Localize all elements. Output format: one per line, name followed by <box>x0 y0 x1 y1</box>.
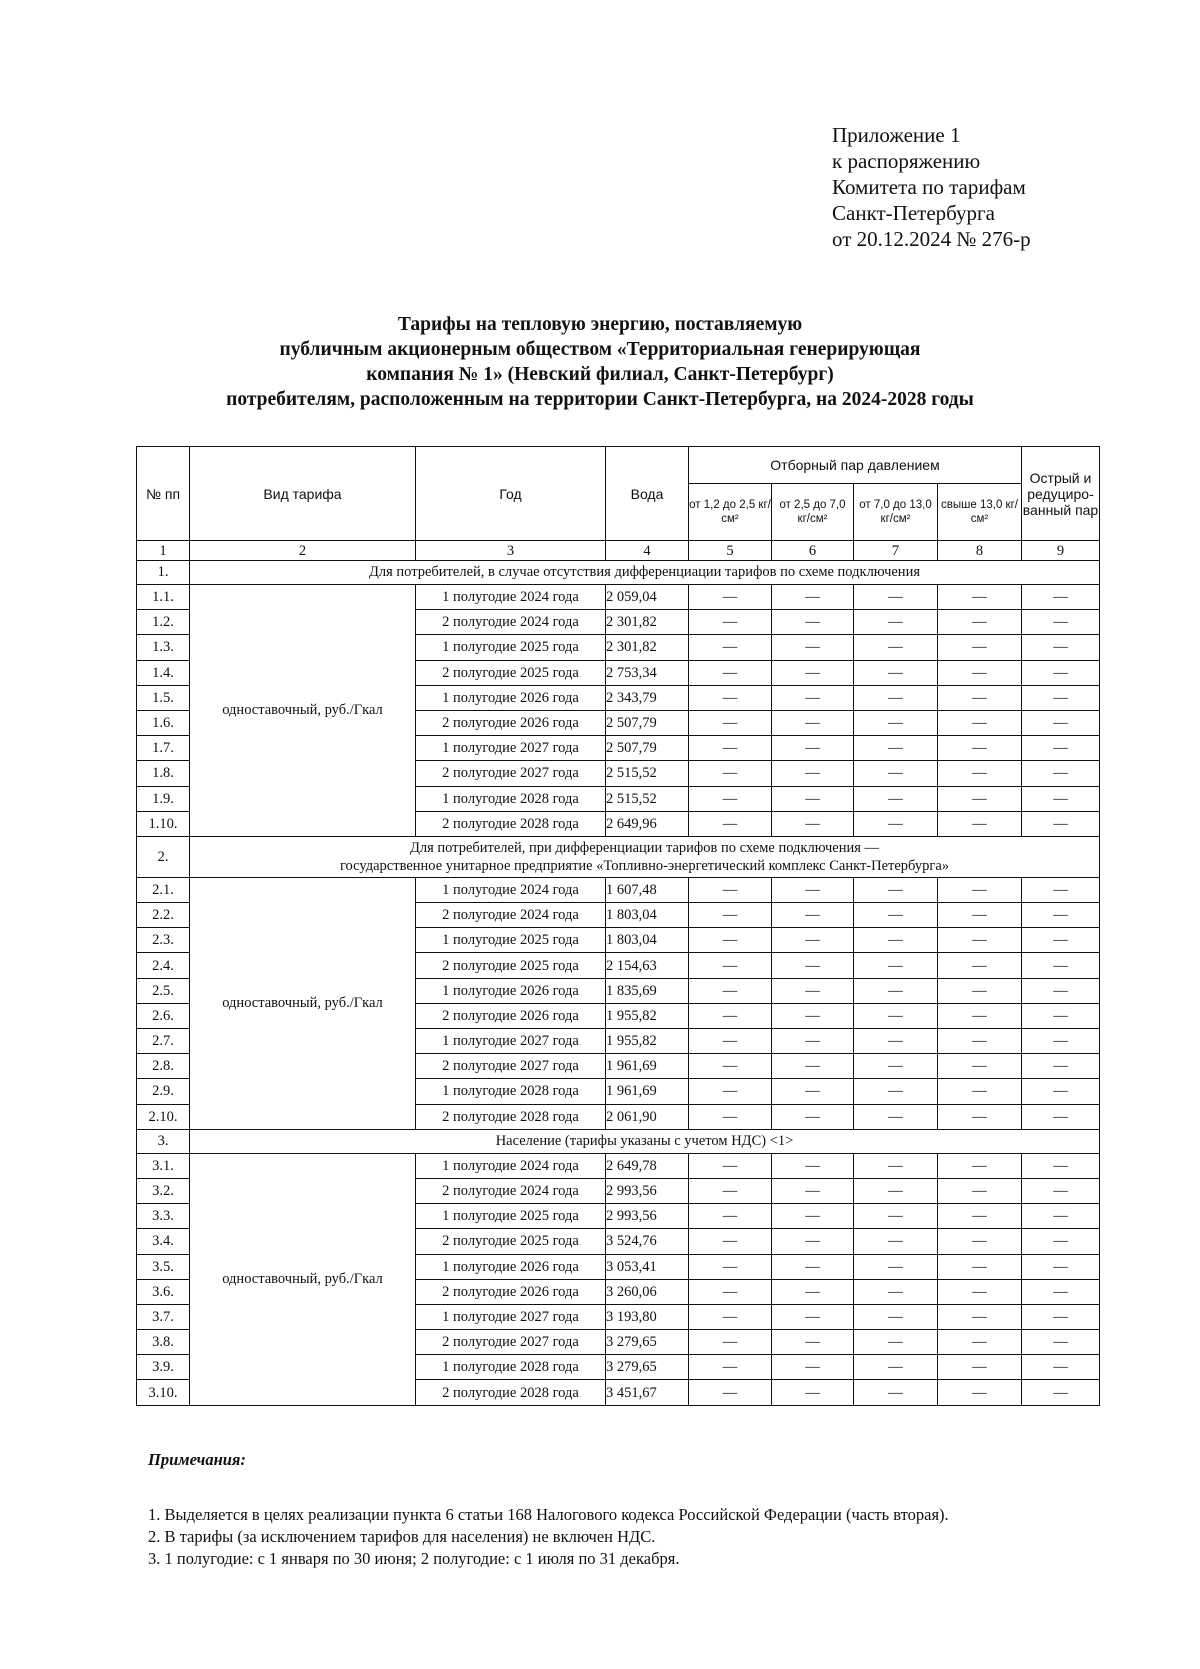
empty-dash: — <box>689 1153 772 1178</box>
empty-dash: — <box>689 953 772 978</box>
empty-dash: — <box>1022 1355 1100 1380</box>
empty-dash: — <box>938 978 1022 1003</box>
water-tariff: 2 154,63 <box>606 953 689 978</box>
row-number: 1.10. <box>137 811 190 836</box>
period: 1 полугодие 2025 года <box>416 1204 606 1229</box>
water-tariff: 3 279,65 <box>606 1330 689 1355</box>
empty-dash: — <box>689 928 772 953</box>
empty-dash: — <box>1022 761 1100 786</box>
empty-dash: — <box>854 978 938 1003</box>
water-tariff: 2 515,52 <box>606 786 689 811</box>
empty-dash: — <box>772 1178 854 1203</box>
empty-dash: — <box>689 1330 772 1355</box>
tariff-kind: одноставочный, руб./Гкал <box>190 877 416 1129</box>
section-title <box>190 561 1100 585</box>
empty-dash: — <box>772 1104 854 1129</box>
empty-dash: — <box>854 1029 938 1054</box>
empty-dash: — <box>772 928 854 953</box>
row-number: 1.3. <box>137 635 190 660</box>
row-number: 2.4. <box>137 953 190 978</box>
empty-dash: — <box>1022 1304 1100 1329</box>
water-tariff: 1 803,04 <box>606 903 689 928</box>
row-number: 2.2. <box>137 903 190 928</box>
empty-dash: — <box>689 786 772 811</box>
empty-dash: — <box>938 1304 1022 1329</box>
empty-dash: — <box>1022 1003 1100 1028</box>
section-title <box>190 1129 1100 1153</box>
row-number: 2.3. <box>137 928 190 953</box>
row-number: 1.6. <box>137 710 190 735</box>
column-number: 1 <box>137 541 190 561</box>
empty-dash: — <box>854 1178 938 1203</box>
period: 2 полугодие 2026 года <box>416 710 606 735</box>
row-number: 2.6. <box>137 1003 190 1028</box>
table-body <box>137 541 1100 1406</box>
empty-dash: — <box>938 635 1022 660</box>
empty-dash: — <box>854 1153 938 1178</box>
empty-dash: — <box>938 1279 1022 1304</box>
header-pressure-2: от 2,5 до 7,0 кг/см² <box>772 484 854 541</box>
empty-dash: — <box>772 1054 854 1079</box>
empty-dash: — <box>938 1029 1022 1054</box>
empty-dash: — <box>772 610 854 635</box>
empty-dash: — <box>772 1079 854 1104</box>
empty-dash: — <box>1022 1204 1100 1229</box>
appendix-line: Приложение 1 <box>832 123 961 147</box>
water-tariff: 1 803,04 <box>606 928 689 953</box>
empty-dash: — <box>854 1104 938 1129</box>
row-number: 2.10. <box>137 1104 190 1129</box>
empty-dash: — <box>689 635 772 660</box>
empty-dash: — <box>689 660 772 685</box>
empty-dash: — <box>689 1355 772 1380</box>
empty-dash: — <box>1022 877 1100 902</box>
empty-dash: — <box>1022 660 1100 685</box>
header-pressure-3: от 7,0 до 13,0 кг/см² <box>854 484 938 541</box>
empty-dash: — <box>1022 1029 1100 1054</box>
empty-dash: — <box>689 1079 772 1104</box>
period: 2 полугодие 2024 года <box>416 610 606 635</box>
period: 2 полугодие 2027 года <box>416 1054 606 1079</box>
title-line: публичным акционерным обществом «Территориальная генерирующая <box>279 339 921 360</box>
column-number: 7 <box>854 541 938 561</box>
empty-dash: — <box>772 635 854 660</box>
empty-dash: — <box>689 1380 772 1405</box>
empty-dash: — <box>1022 811 1100 836</box>
header-sharp-steam: Острый и редуциро-ванный пар <box>1022 447 1100 541</box>
header-pressure-1: от 1,2 до 2,5 кг/см² <box>689 484 772 541</box>
section-number: 2. <box>137 836 190 877</box>
empty-dash: — <box>1022 928 1100 953</box>
water-tariff: 2 343,79 <box>606 685 689 710</box>
water-tariff: 1 961,69 <box>606 1054 689 1079</box>
empty-dash: — <box>689 811 772 836</box>
row-number: 1.2. <box>137 610 190 635</box>
empty-dash: — <box>1022 635 1100 660</box>
water-tariff: 3 524,76 <box>606 1229 689 1254</box>
column-number: 9 <box>1022 541 1100 561</box>
row-number: 1.5. <box>137 685 190 710</box>
period: 1 полугодие 2026 года <box>416 1254 606 1279</box>
tariff-kind: одноставочный, руб./Гкал <box>190 1153 416 1405</box>
row-number: 1.1. <box>137 585 190 610</box>
water-tariff: 2 515,52 <box>606 761 689 786</box>
empty-dash: — <box>1022 736 1100 761</box>
empty-dash: — <box>938 761 1022 786</box>
empty-dash: — <box>1022 1178 1100 1203</box>
empty-dash: — <box>854 1330 938 1355</box>
section-number: 1. <box>137 561 190 585</box>
row-number: 3.5. <box>137 1254 190 1279</box>
row-number: 3.9. <box>137 1355 190 1380</box>
tariff-kind: одноставочный, руб./Гкал <box>190 585 416 837</box>
row-number: 3.8. <box>137 1330 190 1355</box>
header-kind: Вид тарифа <box>190 447 416 541</box>
empty-dash: — <box>938 1254 1022 1279</box>
empty-dash: — <box>938 877 1022 902</box>
empty-dash: — <box>938 710 1022 735</box>
empty-dash: — <box>689 610 772 635</box>
empty-dash: — <box>689 585 772 610</box>
table-row <box>137 585 1100 610</box>
period: 2 полугодие 2025 года <box>416 953 606 978</box>
row-number: 2.8. <box>137 1054 190 1079</box>
header-water: Вода <box>606 447 689 541</box>
row-number: 2.1. <box>137 877 190 902</box>
note-item: 1. Выделяется в целях реализации пункта 6 статьи 168 Налогового кодекса Российской Федерации (часть вторая). <box>148 1505 949 1524</box>
table-row <box>137 1153 1100 1178</box>
row-number: 2.7. <box>137 1029 190 1054</box>
water-tariff: 2 507,79 <box>606 710 689 735</box>
empty-dash: — <box>938 1003 1022 1028</box>
empty-dash: — <box>854 710 938 735</box>
empty-dash: — <box>938 1330 1022 1355</box>
title-line: потребителям, расположенным на территории Санкт-Петербурга, на 2024-2028 годы <box>226 389 974 410</box>
column-number: 3 <box>416 541 606 561</box>
water-tariff: 1 955,82 <box>606 1029 689 1054</box>
row-number: 3.4. <box>137 1229 190 1254</box>
empty-dash: — <box>1022 953 1100 978</box>
empty-dash: — <box>772 660 854 685</box>
empty-dash: — <box>1022 1380 1100 1405</box>
period: 1 полугодие 2028 года <box>416 1079 606 1104</box>
appendix-line: Комитета по тарифам <box>832 175 1026 199</box>
empty-dash: — <box>689 1204 772 1229</box>
empty-dash: — <box>689 1029 772 1054</box>
empty-dash: — <box>1022 1279 1100 1304</box>
empty-dash: — <box>854 786 938 811</box>
empty-dash: — <box>1022 710 1100 735</box>
empty-dash: — <box>772 1029 854 1054</box>
column-number: 8 <box>938 541 1022 561</box>
period: 1 полугодие 2027 года <box>416 736 606 761</box>
empty-dash: — <box>854 1204 938 1229</box>
note-item: 3. 1 полугодие: с 1 января по 30 июня; 2 полугодие: с 1 июля по 31 декабря. <box>148 1549 680 1568</box>
empty-dash: — <box>1022 786 1100 811</box>
period: 1 полугодие 2027 года <box>416 1304 606 1329</box>
empty-dash: — <box>854 877 938 902</box>
water-tariff: 3 451,67 <box>606 1380 689 1405</box>
empty-dash: — <box>854 685 938 710</box>
empty-dash: — <box>689 736 772 761</box>
document-title <box>0 312 1200 412</box>
empty-dash: — <box>854 1003 938 1028</box>
empty-dash: — <box>772 1330 854 1355</box>
empty-dash: — <box>689 1229 772 1254</box>
empty-dash: — <box>854 903 938 928</box>
empty-dash: — <box>772 786 854 811</box>
empty-dash: — <box>1022 1153 1100 1178</box>
water-tariff: 2 061,90 <box>606 1104 689 1129</box>
row-number: 2.9. <box>137 1079 190 1104</box>
empty-dash: — <box>689 710 772 735</box>
column-number: 6 <box>772 541 854 561</box>
empty-dash: — <box>689 877 772 902</box>
empty-dash: — <box>854 1279 938 1304</box>
empty-dash: — <box>938 903 1022 928</box>
empty-dash: — <box>938 811 1022 836</box>
empty-dash: — <box>1022 1254 1100 1279</box>
empty-dash: — <box>938 660 1022 685</box>
section-row <box>137 1129 1100 1153</box>
row-number: 2.5. <box>137 978 190 1003</box>
section-row <box>137 561 1100 585</box>
empty-dash: — <box>938 610 1022 635</box>
period: 2 полугодие 2028 года <box>416 811 606 836</box>
empty-dash: — <box>854 585 938 610</box>
empty-dash: — <box>854 761 938 786</box>
row-number: 1.9. <box>137 786 190 811</box>
section-title <box>190 836 1100 877</box>
empty-dash: — <box>1022 610 1100 635</box>
water-tariff: 3 193,80 <box>606 1304 689 1329</box>
empty-dash: — <box>772 877 854 902</box>
column-number: 2 <box>190 541 416 561</box>
empty-dash: — <box>938 1104 1022 1129</box>
row-number: 3.2. <box>137 1178 190 1203</box>
header-pressure-4: свыше 13,0 кг/см² <box>938 484 1022 541</box>
empty-dash: — <box>854 635 938 660</box>
empty-dash: — <box>772 1153 854 1178</box>
row-number: 1.7. <box>137 736 190 761</box>
appendix-line: Санкт-Петербурга <box>832 201 995 225</box>
row-number: 3.6. <box>137 1279 190 1304</box>
period: 2 полугодие 2025 года <box>416 1229 606 1254</box>
note-item: 2. В тарифы (за исключением тарифов для населения) не включен НДС. <box>148 1527 656 1546</box>
empty-dash: — <box>689 1304 772 1329</box>
empty-dash: — <box>854 1304 938 1329</box>
empty-dash: — <box>689 1279 772 1304</box>
period: 2 полугодие 2027 года <box>416 1330 606 1355</box>
water-tariff: 2 507,79 <box>606 736 689 761</box>
empty-dash: — <box>938 1229 1022 1254</box>
empty-dash: — <box>938 585 1022 610</box>
empty-dash: — <box>854 928 938 953</box>
period: 1 полугодие 2026 года <box>416 978 606 1003</box>
empty-dash: — <box>689 1104 772 1129</box>
empty-dash: — <box>938 1054 1022 1079</box>
row-number: 3.1. <box>137 1153 190 1178</box>
title-line: Тарифы на тепловую энергию, поставляемую <box>397 314 803 335</box>
empty-dash: — <box>772 761 854 786</box>
section-title-line: государственное унитарное предприятие «Топливно-энергетический комплекс Санкт-Петербурга» <box>339 857 950 874</box>
period: 2 полугодие 2026 года <box>416 1003 606 1028</box>
empty-dash: — <box>1022 585 1100 610</box>
appendix-line: от 20.12.2024 № 276-р <box>832 227 1031 251</box>
empty-dash: — <box>854 1380 938 1405</box>
empty-dash: — <box>772 736 854 761</box>
empty-dash: — <box>772 1355 854 1380</box>
row-number: 3.7. <box>137 1304 190 1329</box>
empty-dash: — <box>938 685 1022 710</box>
empty-dash: — <box>1022 1229 1100 1254</box>
empty-dash: — <box>854 1254 938 1279</box>
empty-dash: — <box>772 978 854 1003</box>
water-tariff: 3 260,06 <box>606 1279 689 1304</box>
water-tariff: 2 753,34 <box>606 660 689 685</box>
period: 1 полугодие 2026 года <box>416 685 606 710</box>
appendix-block <box>832 122 1031 252</box>
column-number: 5 <box>689 541 772 561</box>
period: 2 полугодие 2026 года <box>416 1279 606 1304</box>
empty-dash: — <box>772 710 854 735</box>
empty-dash: — <box>938 1204 1022 1229</box>
empty-dash: — <box>1022 1054 1100 1079</box>
empty-dash: — <box>938 1380 1022 1405</box>
period: 2 полугодие 2024 года <box>416 903 606 928</box>
empty-dash: — <box>772 1380 854 1405</box>
empty-dash: — <box>854 610 938 635</box>
period: 1 полугодие 2024 года <box>416 1153 606 1178</box>
section-title-line: Для потребителей, в случае отсутствия дифференциации тарифов по схеме подключения <box>368 564 920 580</box>
period: 2 полугодие 2025 года <box>416 660 606 685</box>
column-numbers-row <box>137 541 1100 561</box>
section-title-line: Для потребителей, при дифференциации тарифов по схеме подключения — <box>409 839 880 856</box>
empty-dash: — <box>854 1054 938 1079</box>
water-tariff: 3 053,41 <box>606 1254 689 1279</box>
empty-dash: — <box>938 1178 1022 1203</box>
empty-dash: — <box>938 953 1022 978</box>
empty-dash: — <box>689 1054 772 1079</box>
empty-dash: — <box>938 786 1022 811</box>
period: 1 полугодие 2028 года <box>416 786 606 811</box>
period: 1 полугодие 2025 года <box>416 928 606 953</box>
empty-dash: — <box>1022 1104 1100 1129</box>
empty-dash: — <box>689 978 772 1003</box>
empty-dash: — <box>772 1304 854 1329</box>
empty-dash: — <box>1022 685 1100 710</box>
section-row <box>137 836 1100 877</box>
empty-dash: — <box>1022 1079 1100 1104</box>
water-tariff: 2 059,04 <box>606 585 689 610</box>
water-tariff: 2 993,56 <box>606 1204 689 1229</box>
water-tariff: 2 993,56 <box>606 1178 689 1203</box>
water-tariff: 1 961,69 <box>606 1079 689 1104</box>
water-tariff: 2 301,82 <box>606 610 689 635</box>
table-row <box>137 877 1100 902</box>
empty-dash: — <box>689 1178 772 1203</box>
empty-dash: — <box>772 585 854 610</box>
appendix-line: к распоряжению <box>832 149 981 173</box>
empty-dash: — <box>689 1003 772 1028</box>
column-number: 4 <box>606 541 689 561</box>
title-line: компания № 1» (Невский филиал, Санкт-Петербург) <box>366 364 834 385</box>
empty-dash: — <box>689 903 772 928</box>
water-tariff: 3 279,65 <box>606 1355 689 1380</box>
header-steam: Отборный пар давлением <box>689 447 1022 484</box>
empty-dash: — <box>938 1079 1022 1104</box>
section-title-line: Население (тарифы указаны с учетом НДС) <1> <box>495 1132 794 1149</box>
water-tariff: 2 649,78 <box>606 1153 689 1178</box>
empty-dash: — <box>854 1229 938 1254</box>
row-number: 3.3. <box>137 1204 190 1229</box>
empty-dash: — <box>772 903 854 928</box>
header-year: Год <box>416 447 606 541</box>
empty-dash: — <box>772 685 854 710</box>
empty-dash: — <box>689 1254 772 1279</box>
empty-dash: — <box>854 736 938 761</box>
period: 2 полугодие 2028 года <box>416 1380 606 1405</box>
water-tariff: 1 955,82 <box>606 1003 689 1028</box>
empty-dash: — <box>689 761 772 786</box>
empty-dash: — <box>772 1279 854 1304</box>
water-tariff: 1 607,48 <box>606 877 689 902</box>
empty-dash: — <box>938 736 1022 761</box>
tariff-table <box>136 446 1100 1406</box>
period: 1 полугодие 2024 года <box>416 877 606 902</box>
water-tariff: 2 649,96 <box>606 811 689 836</box>
empty-dash: — <box>772 1229 854 1254</box>
period: 2 полугодие 2024 года <box>416 1178 606 1203</box>
water-tariff: 1 835,69 <box>606 978 689 1003</box>
empty-dash: — <box>938 928 1022 953</box>
empty-dash: — <box>854 953 938 978</box>
notes-block <box>148 1450 949 1570</box>
empty-dash: — <box>772 811 854 836</box>
empty-dash: — <box>1022 978 1100 1003</box>
empty-dash: — <box>854 660 938 685</box>
empty-dash: — <box>772 953 854 978</box>
period: 1 полугодие 2024 года <box>416 585 606 610</box>
row-number: 3.10. <box>137 1380 190 1405</box>
empty-dash: — <box>938 1355 1022 1380</box>
empty-dash: — <box>772 1204 854 1229</box>
period: 1 полугодие 2027 года <box>416 1029 606 1054</box>
empty-dash: — <box>1022 1330 1100 1355</box>
row-number: 1.8. <box>137 761 190 786</box>
water-tariff: 2 301,82 <box>606 635 689 660</box>
period: 2 полугодие 2027 года <box>416 761 606 786</box>
empty-dash: — <box>854 1355 938 1380</box>
section-number: 3. <box>137 1129 190 1153</box>
empty-dash: — <box>772 1003 854 1028</box>
period: 1 полугодие 2025 года <box>416 635 606 660</box>
empty-dash: — <box>772 1254 854 1279</box>
empty-dash: — <box>938 1153 1022 1178</box>
empty-dash: — <box>854 811 938 836</box>
header-num: № пп <box>137 447 190 541</box>
period: 2 полугодие 2028 года <box>416 1104 606 1129</box>
empty-dash: — <box>689 685 772 710</box>
empty-dash: — <box>1022 903 1100 928</box>
row-number: 1.4. <box>137 660 190 685</box>
period: 1 полугодие 2028 года <box>416 1355 606 1380</box>
notes-title: Примечания: <box>148 1450 246 1469</box>
empty-dash: — <box>854 1079 938 1104</box>
